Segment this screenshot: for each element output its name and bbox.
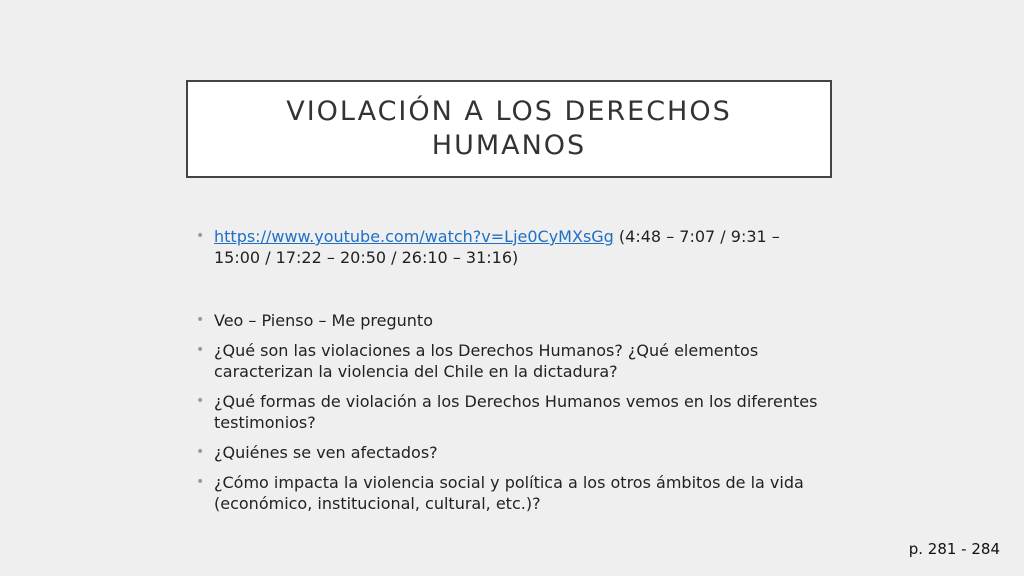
list-item-text: ¿Qué son las violaciones a los Derechos Humanos? ¿Qué elementos caracterizan la violencia del Chile en la dictadura? (214, 341, 759, 381)
bullet-list (194, 226, 824, 523)
page-title (286, 95, 732, 163)
youtube-link[interactable]: https://www.youtube.com/watch?v=Lje0CyMXsGg (214, 227, 614, 246)
bullet-icon: • (196, 312, 205, 328)
title-line-1: VIOLACIÓN A LOS DERECHOS (286, 96, 732, 127)
bullet-icon: • (196, 393, 205, 409)
list-item-text: ¿Quiénes se ven afectados? (214, 443, 438, 462)
list-item-text: Veo – Pienso – Me pregunto (214, 311, 433, 330)
bullet-icon: • (196, 474, 205, 490)
list-item (194, 391, 824, 433)
list-item (194, 340, 824, 382)
page-reference: p. 281 - 284 (908, 540, 1000, 558)
title-box (186, 80, 832, 178)
video-timestamps: (4:48 – 7:07 / 9:31 – 15:00 / 17:22 – 20:50 / 26:10 – 31:16) (214, 227, 780, 267)
list-item-text: ¿Cómo impacta la violencia social y política a los otros ámbitos de la vida (económico, institucional, cultural, etc.)? (214, 473, 804, 513)
list-item (194, 472, 824, 514)
bullet-icon: • (196, 228, 205, 244)
list-item (194, 442, 824, 463)
list-item-text: ¿Qué formas de violación a los Derechos Humanos vemos en los diferentes testimonios? (214, 392, 818, 432)
bullet-icon: • (196, 342, 205, 358)
list-item (194, 310, 824, 331)
title-line-2: HUMANOS (431, 130, 587, 161)
bullet-icon: • (196, 444, 205, 460)
list-item-video-link (194, 226, 824, 268)
